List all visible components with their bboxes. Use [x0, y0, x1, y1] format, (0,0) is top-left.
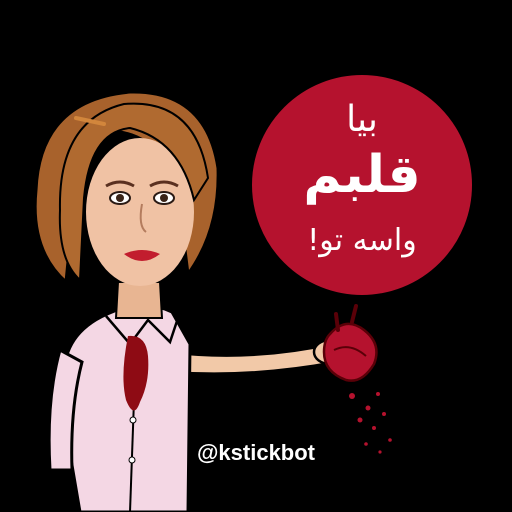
speech-bubble	[249, 72, 475, 298]
anatomical-heart-icon	[324, 306, 376, 381]
bubble-line-3: واسه تو!	[307, 223, 417, 258]
bubble-line-2: قلبم	[303, 145, 421, 205]
arm	[168, 344, 336, 374]
neck	[116, 282, 162, 318]
bubble-line-1: بیا	[346, 99, 378, 140]
watermark: @kstickbot	[196, 440, 316, 465]
